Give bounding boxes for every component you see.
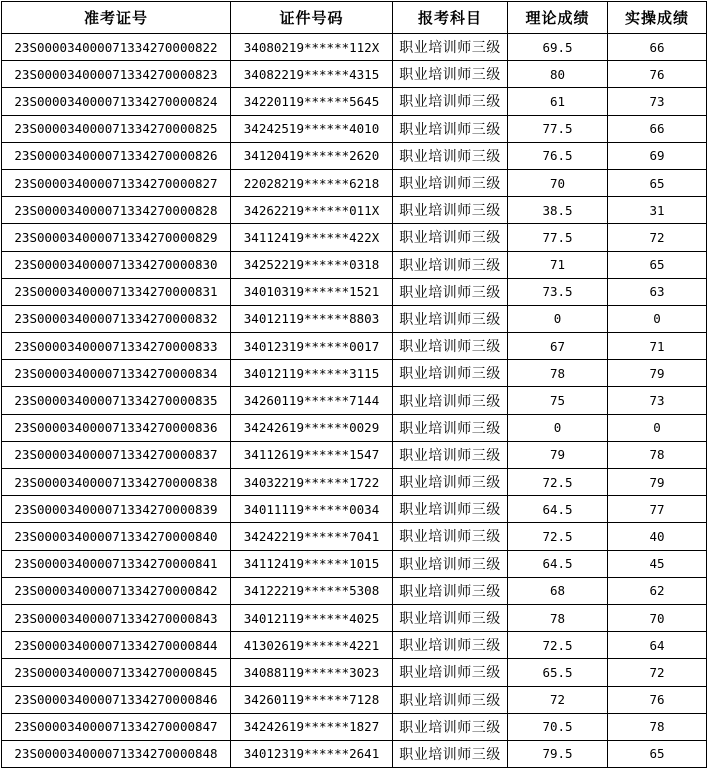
practical-score-cell: 40 (608, 523, 707, 550)
id-number-cell: 34012319******0017 (231, 333, 393, 360)
table-row (2, 469, 707, 496)
theory-score-cell: 0 (508, 305, 608, 332)
exam-number-cell: 23S000034000071334270000826 (2, 142, 231, 169)
score-table (1, 1, 707, 768)
exam-number-cell: 23S000034000071334270000827 (2, 169, 231, 196)
table-row (2, 142, 707, 169)
exam-number-cell: 23S000034000071334270000847 (2, 713, 231, 740)
exam-number-cell: 23S000034000071334270000845 (2, 659, 231, 686)
exam-number-cell: 23S000034000071334270000846 (2, 686, 231, 713)
table-row (2, 197, 707, 224)
theory-score-cell: 67 (508, 333, 608, 360)
id-number-cell: 34112619******1547 (231, 441, 393, 468)
practical-score-cell: 78 (608, 441, 707, 468)
practical-score-cell: 76 (608, 61, 707, 88)
theory-score-cell: 77.5 (508, 224, 608, 251)
subject-cell: 职业培训师三级 (393, 550, 508, 577)
exam-number-cell: 23S000034000071334270000841 (2, 550, 231, 577)
practical-score-cell: 62 (608, 577, 707, 604)
table-row (2, 387, 707, 414)
theory-score-cell: 38.5 (508, 197, 608, 224)
id-number-cell: 34260119******7128 (231, 686, 393, 713)
header-theory-score: 理论成绩 (508, 2, 608, 34)
table-row (2, 686, 707, 713)
theory-score-cell: 72.5 (508, 632, 608, 659)
practical-score-cell: 72 (608, 659, 707, 686)
id-number-cell: 34242619******1827 (231, 713, 393, 740)
subject-cell: 职业培训师三级 (393, 496, 508, 523)
theory-score-cell: 71 (508, 251, 608, 278)
exam-number-cell: 23S000034000071334270000825 (2, 115, 231, 142)
practical-score-cell: 72 (608, 224, 707, 251)
subject-cell: 职业培训师三级 (393, 713, 508, 740)
table-row (2, 88, 707, 115)
id-number-cell: 34082219******4315 (231, 61, 393, 88)
practical-score-cell: 0 (608, 305, 707, 332)
header-row (2, 2, 707, 34)
id-number-cell: 34242619******0029 (231, 414, 393, 441)
exam-number-cell: 23S000034000071334270000844 (2, 632, 231, 659)
theory-score-cell: 72.5 (508, 469, 608, 496)
exam-number-cell: 23S000034000071334270000832 (2, 305, 231, 332)
subject-cell: 职业培训师三级 (393, 278, 508, 305)
practical-score-cell: 73 (608, 88, 707, 115)
subject-cell: 职业培训师三级 (393, 414, 508, 441)
table-row (2, 659, 707, 686)
table-row (2, 360, 707, 387)
id-number-cell: 34262219******011X (231, 197, 393, 224)
theory-score-cell: 65.5 (508, 659, 608, 686)
table-header (2, 2, 707, 34)
id-number-cell: 34012119******4025 (231, 604, 393, 631)
theory-score-cell: 79 (508, 441, 608, 468)
exam-number-cell: 23S000034000071334270000839 (2, 496, 231, 523)
table-row (2, 550, 707, 577)
subject-cell: 职业培训师三级 (393, 115, 508, 142)
id-number-cell: 41302619******4221 (231, 632, 393, 659)
subject-cell: 职业培训师三级 (393, 686, 508, 713)
table-row (2, 34, 707, 61)
theory-score-cell: 72 (508, 686, 608, 713)
id-number-cell: 22028219******6218 (231, 169, 393, 196)
subject-cell: 职业培训师三级 (393, 88, 508, 115)
theory-score-cell: 61 (508, 88, 608, 115)
table-row (2, 278, 707, 305)
subject-cell: 职业培训师三级 (393, 604, 508, 631)
subject-cell: 职业培训师三级 (393, 632, 508, 659)
theory-score-cell: 73.5 (508, 278, 608, 305)
subject-cell: 职业培训师三级 (393, 142, 508, 169)
header-id-number: 证件号码 (231, 2, 393, 34)
exam-number-cell: 23S000034000071334270000828 (2, 197, 231, 224)
practical-score-cell: 64 (608, 632, 707, 659)
table-row (2, 115, 707, 142)
exam-number-cell: 23S000034000071334270000824 (2, 88, 231, 115)
header-exam-number: 准考证号 (2, 2, 231, 34)
id-number-cell: 34112419******422X (231, 224, 393, 251)
exam-number-cell: 23S000034000071334270000836 (2, 414, 231, 441)
theory-score-cell: 78 (508, 604, 608, 631)
subject-cell: 职业培训师三级 (393, 469, 508, 496)
exam-number-cell: 23S000034000071334270000835 (2, 387, 231, 414)
practical-score-cell: 71 (608, 333, 707, 360)
theory-score-cell: 78 (508, 360, 608, 387)
header-practical-score: 实操成绩 (608, 2, 707, 34)
practical-score-cell: 65 (608, 169, 707, 196)
table-row (2, 713, 707, 740)
exam-number-cell: 23S000034000071334270000837 (2, 441, 231, 468)
theory-score-cell: 77.5 (508, 115, 608, 142)
table-row (2, 61, 707, 88)
id-number-cell: 34088119******3023 (231, 659, 393, 686)
exam-number-cell: 23S000034000071334270000848 (2, 740, 231, 767)
id-number-cell: 34242519******4010 (231, 115, 393, 142)
id-number-cell: 34112419******1015 (231, 550, 393, 577)
exam-number-cell: 23S000034000071334270000830 (2, 251, 231, 278)
subject-cell: 职业培训师三级 (393, 333, 508, 360)
subject-cell: 职业培训师三级 (393, 740, 508, 767)
theory-score-cell: 80 (508, 61, 608, 88)
id-number-cell: 34122219******5308 (231, 577, 393, 604)
subject-cell: 职业培训师三级 (393, 34, 508, 61)
subject-cell: 职业培训师三级 (393, 523, 508, 550)
practical-score-cell: 63 (608, 278, 707, 305)
practical-score-cell: 76 (608, 686, 707, 713)
subject-cell: 职业培训师三级 (393, 387, 508, 414)
theory-score-cell: 0 (508, 414, 608, 441)
table-row (2, 740, 707, 767)
id-number-cell: 34010319******1521 (231, 278, 393, 305)
table-row (2, 224, 707, 251)
table-body (2, 34, 707, 768)
id-number-cell: 34242219******7041 (231, 523, 393, 550)
practical-score-cell: 73 (608, 387, 707, 414)
practical-score-cell: 70 (608, 604, 707, 631)
id-number-cell: 34032219******1722 (231, 469, 393, 496)
subject-cell: 职业培训师三级 (393, 61, 508, 88)
table-row (2, 414, 707, 441)
table-row (2, 169, 707, 196)
theory-score-cell: 70 (508, 169, 608, 196)
exam-number-cell: 23S000034000071334270000831 (2, 278, 231, 305)
practical-score-cell: 79 (608, 469, 707, 496)
exam-number-cell: 23S000034000071334270000843 (2, 604, 231, 631)
id-number-cell: 34220119******5645 (231, 88, 393, 115)
theory-score-cell: 76.5 (508, 142, 608, 169)
theory-score-cell: 64.5 (508, 496, 608, 523)
subject-cell: 职业培训师三级 (393, 577, 508, 604)
practical-score-cell: 31 (608, 197, 707, 224)
practical-score-cell: 0 (608, 414, 707, 441)
subject-cell: 职业培训师三级 (393, 251, 508, 278)
table-row (2, 632, 707, 659)
id-number-cell: 34012119******8803 (231, 305, 393, 332)
practical-score-cell: 77 (608, 496, 707, 523)
practical-score-cell: 45 (608, 550, 707, 577)
subject-cell: 职业培训师三级 (393, 224, 508, 251)
subject-cell: 职业培训师三级 (393, 360, 508, 387)
id-number-cell: 34120419******2620 (231, 142, 393, 169)
id-number-cell: 34011119******0034 (231, 496, 393, 523)
table-row (2, 251, 707, 278)
exam-number-cell: 23S000034000071334270000840 (2, 523, 231, 550)
theory-score-cell: 70.5 (508, 713, 608, 740)
exam-number-cell: 23S000034000071334270000842 (2, 577, 231, 604)
exam-number-cell: 23S000034000071334270000829 (2, 224, 231, 251)
table-row (2, 523, 707, 550)
subject-cell: 职业培训师三级 (393, 197, 508, 224)
practical-score-cell: 65 (608, 740, 707, 767)
practical-score-cell: 78 (608, 713, 707, 740)
subject-cell: 职业培训师三级 (393, 441, 508, 468)
id-number-cell: 34260119******7144 (231, 387, 393, 414)
table-row (2, 333, 707, 360)
theory-score-cell: 64.5 (508, 550, 608, 577)
table-row (2, 577, 707, 604)
practical-score-cell: 66 (608, 115, 707, 142)
id-number-cell: 34252219******0318 (231, 251, 393, 278)
practical-score-cell: 79 (608, 360, 707, 387)
practical-score-cell: 69 (608, 142, 707, 169)
table-row (2, 604, 707, 631)
practical-score-cell: 65 (608, 251, 707, 278)
header-subject: 报考科目 (393, 2, 508, 34)
subject-cell: 职业培训师三级 (393, 659, 508, 686)
theory-score-cell: 69.5 (508, 34, 608, 61)
exam-number-cell: 23S000034000071334270000833 (2, 333, 231, 360)
exam-number-cell: 23S000034000071334270000834 (2, 360, 231, 387)
table-row (2, 496, 707, 523)
id-number-cell: 34080219******112X (231, 34, 393, 61)
theory-score-cell: 79.5 (508, 740, 608, 767)
theory-score-cell: 75 (508, 387, 608, 414)
exam-number-cell: 23S000034000071334270000838 (2, 469, 231, 496)
theory-score-cell: 68 (508, 577, 608, 604)
practical-score-cell: 66 (608, 34, 707, 61)
table-row (2, 441, 707, 468)
table-row (2, 305, 707, 332)
exam-number-cell: 23S000034000071334270000822 (2, 34, 231, 61)
subject-cell: 职业培训师三级 (393, 305, 508, 332)
exam-number-cell: 23S000034000071334270000823 (2, 61, 231, 88)
id-number-cell: 34012319******2641 (231, 740, 393, 767)
subject-cell: 职业培训师三级 (393, 169, 508, 196)
id-number-cell: 34012119******3115 (231, 360, 393, 387)
theory-score-cell: 72.5 (508, 523, 608, 550)
